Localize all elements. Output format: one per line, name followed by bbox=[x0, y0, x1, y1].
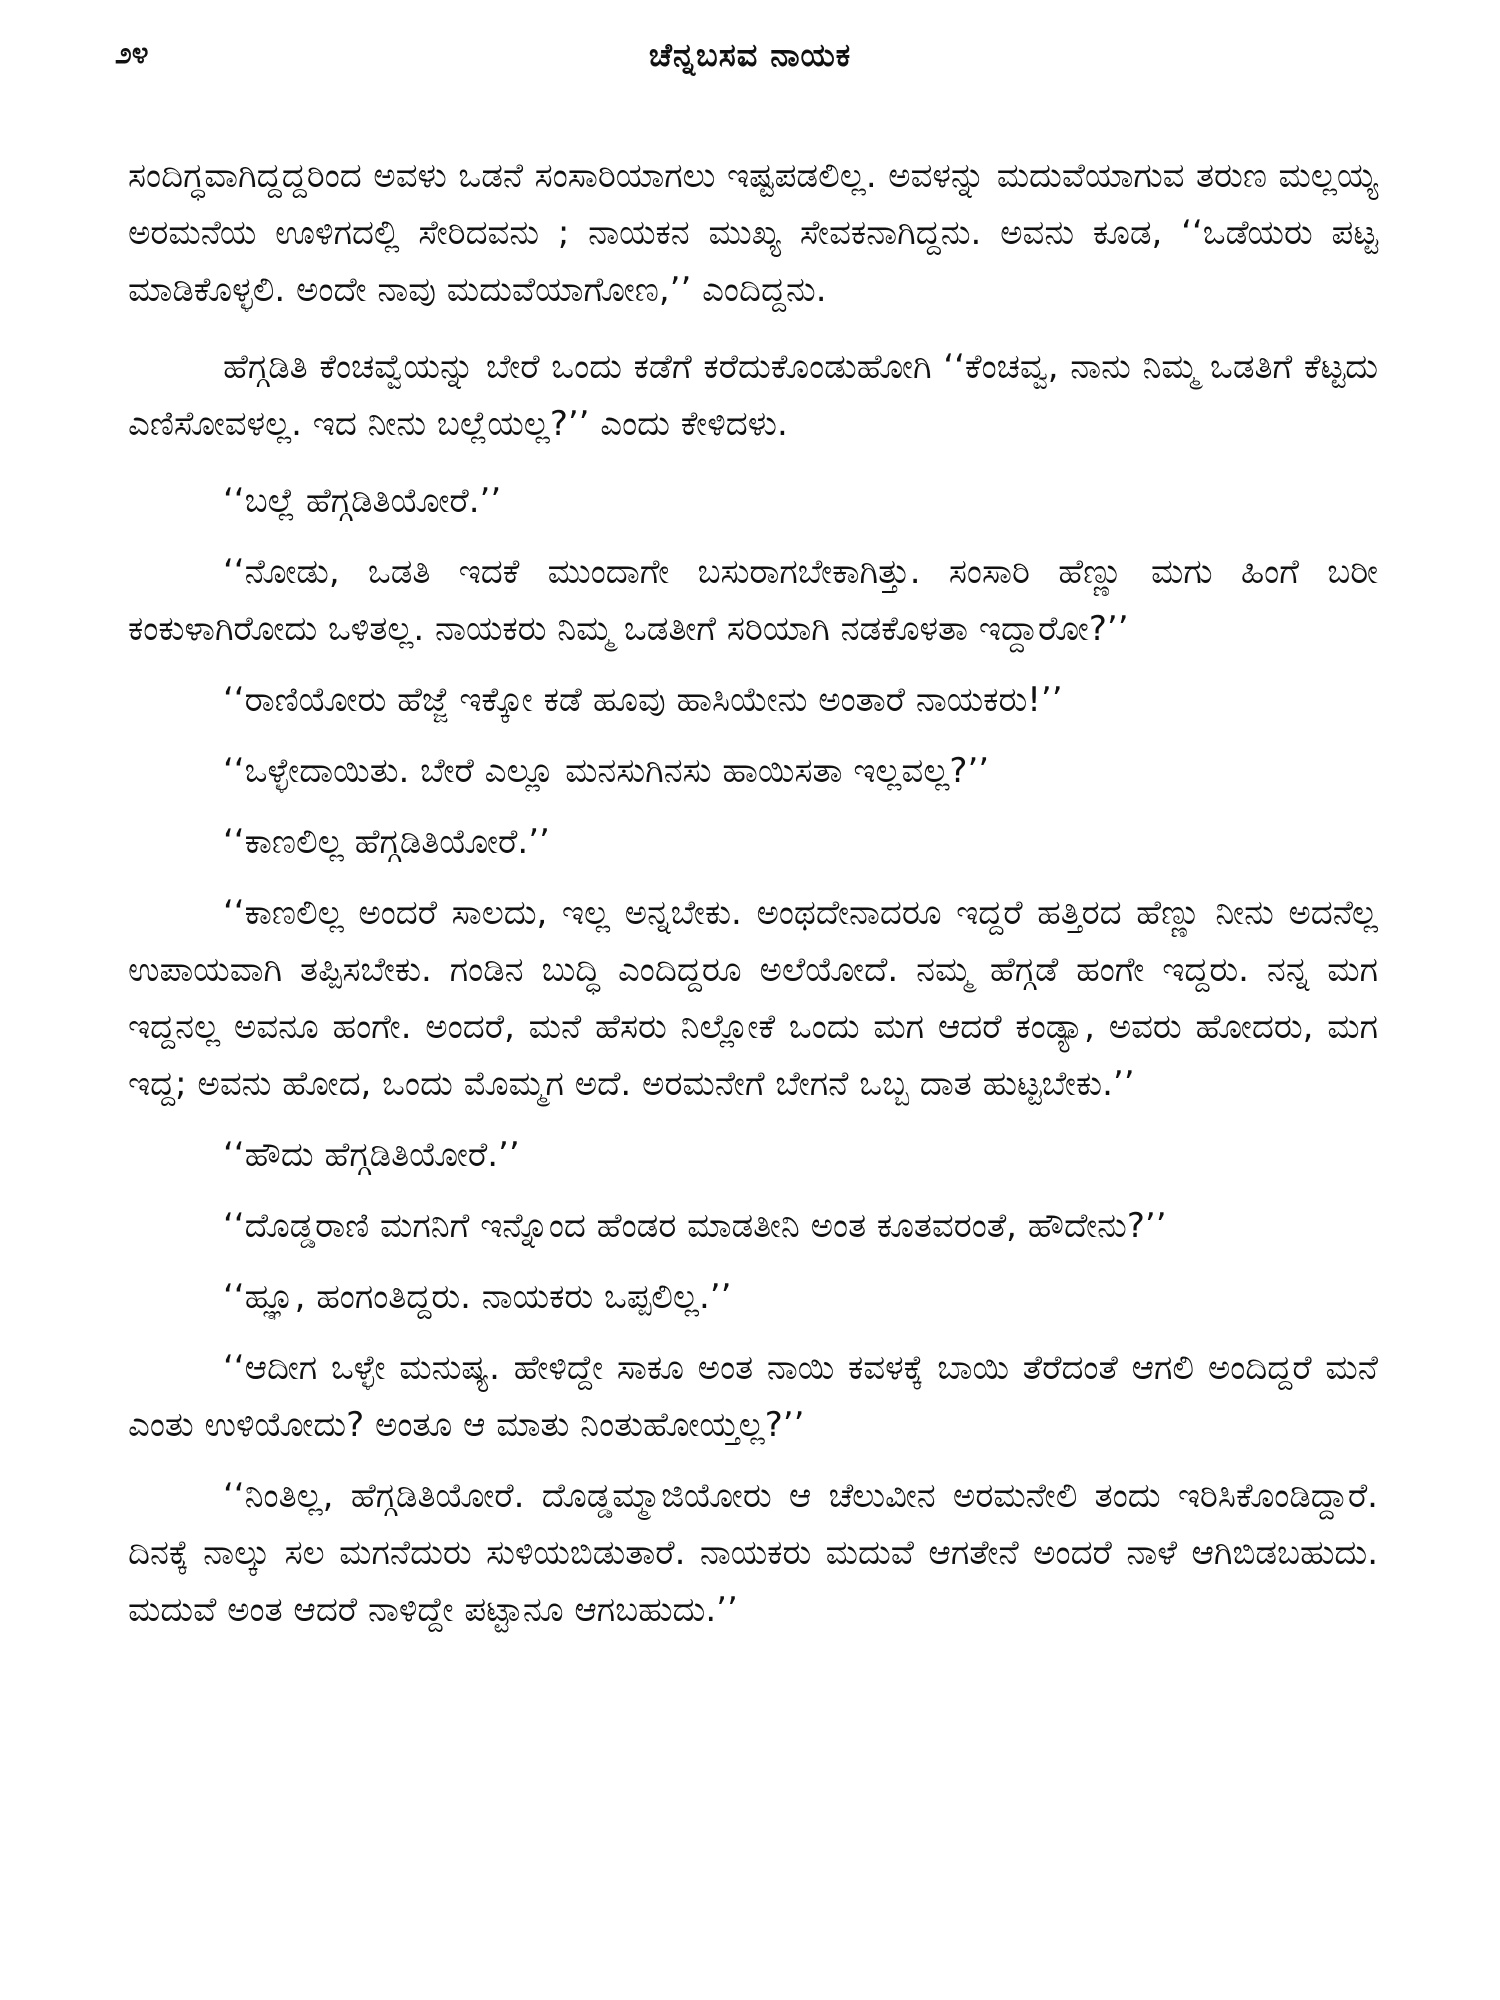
running-title: ಚೆನ್ನಬಸವ ನಾಯಕ bbox=[648, 36, 852, 74]
dialogue-line: ‘‘ಹ್ಞೂ, ಹಂಗಂತಿದ್ದರು. ನಾಯಕರು ಒಪ್ಪಲಿಲ್ಲ.’’ bbox=[223, 1277, 732, 1317]
dialogue-line: ‘‘ನಿಂತಿಲ್ಲ, ಹೆಗ್ಗಡಿತಿಯೋರೆ. ದೊಡ್ಡಮ್ಮಾಜಿಯೋರು ಆ ಚೆಲುವೀನ ಅರಮನೇಲಿ ತಂದು ಇರಿಸಿಕೊಂಡಿದ್ದಾರೆ. ದಿನಕ್ಕೆ ನಾಲ್ಕು ಸಲ ಮಗನೆದುರು ಸುಳಿಯಬಿಡುತಾರೆ. ನಾಯಕರು ಮದುವೆ ಆಗತೇನೆ ಅಂದರೆ ನಾಳೆ ಆಗಿಬಿಡಬಹುದು. ಮದುವೆ ಅಂತ ಆದರೆ ನಾಳಿದ್ದೇ ಪಟ್ಟಾನೂ ಆಗಬಹುದು.’’ bbox=[128, 1476, 1378, 1630]
paragraph: ಸಂದಿಗ್ಧವಾಗಿದ್ದದ್ದರಿಂದ ಅವಳು ಒಡನೆ ಸಂಸಾರಿಯಾಗಲು ಇಷ್ಟಪಡಲಿಲ್ಲ. ಅವಳನ್ನು ಮದುವೆಯಾಗುವ ತರುಣ ಮಲ್ಲಯ್ಯ ಅರಮನೆಯ ಊಳಿಗದಲ್ಲಿ ಸೇರಿದವನು ; ನಾಯಕನ ಮುಖ್ಯ ಸೇವಕನಾಗಿದ್ದನು. ಅವನು ಕೂಡ, ‘‘ಒಡೆಯರು ಪಟ್ಟ ಮಾಡಿಕೊಳ್ಳಲಿ. ಅಂದೇ ನಾವು ಮದುವೆಯಾಗೋಣ,’’ ಎಂದಿದ್ದನು. bbox=[128, 156, 1378, 310]
dialogue-line: ‘‘ಕಾಣಲಿಲ್ಲ ಅಂದರೆ ಸಾಲದು, ಇಲ್ಲ ಅನ್ನಬೇಕು. ಅಂಥದೇನಾದರೂ ಇದ್ದರೆ ಹತ್ತಿರದ ಹೆಣ್ಣು ನೀನು ಅದನೆಲ್ಲ ಉಪಾಯವಾಗಿ ತಪ್ಪಿಸಬೇಕು. ಗಂಡಿನ ಬುದ್ಧಿ ಎಂದಿದ್ದರೂ ಅಲೆಯೋದೆ. ನಮ್ಮ ಹೆಗ್ಗಡೆ ಹಂಗೇ ಇದ್ದರು. ನನ್ನ ಮಗ ಇದ್ದನಲ್ಲ ಅವನೂ ಹಂಗೇ. ಅಂದರೆ, ಮನೆ ಹೆಸರು ನಿಲ್ಲೋಕೆ ಒಂದು ಮಗ ಆದರೆ ಕಂಡ್ಯಾ, ಅವರು ಹೋದರು, ಮಗ ಇದ್ದ; ಅವನು ಹೋದ, ಒಂದು ಮೊಮ್ಮಗ ಅದೆ. ಅರಮನೇಗೆ ಬೇಗನೆ ಒಬ್ಬ ದಾತ ಹುಟ್ಟಬೇಕು.’’ bbox=[128, 893, 1378, 1104]
dialogue-line: ‘‘ರಾಣಿಯೋರು ಹೆಜ್ಜೆ ಇಕ್ಕೋ ಕಡೆ ಹೂವು ಹಾಸಿಯೇನು ಅಂತಾರೆ ನಾಯಕರು!’’ bbox=[223, 680, 1063, 720]
dialogue-line: ‘‘ಒಳ್ಳೇದಾಯಿತು. ಬೇರೆ ಎಲ್ಲೂ ಮನಸುಗಿನಸು ಹಾಯಿಸತಾ ಇಲ್ಲವಲ್ಲ?’’ bbox=[223, 751, 990, 791]
dialogue-line: ‘‘ಬಲ್ಲೆ ಹೆಗ್ಗಡಿತಿಯೋರೆ.’’ bbox=[223, 481, 502, 521]
dialogue-line: ‘‘ನೋಡು, ಒಡತಿ ಇದಕೆ ಮುಂದಾಗೇ ಬಸುರಾಗಬೇಕಾಗಿತ್ತು. ಸಂಸಾರಿ ಹೆಣ್ಣು ಮಗು ಹಿಂಗೆ ಬರೀ ಕಂಕುಳಾಗಿರೋದು ಒಳಿತಲ್ಲ. ನಾಯಕರು ನಿಮ್ಮ ಒಡತೀಗೆ ಸರಿಯಾಗಿ ನಡಕೊಳತಾ ಇದ್ದಾರೋ?’’ bbox=[128, 552, 1378, 649]
dialogue-line: ‘‘ಆದೀಗ ಒಳ್ಳೇ ಮನುಷ್ಯ. ಹೇಳಿದ್ದೇ ಸಾಕೂ ಅಂತ ನಾಯಿ ಕವಳಕ್ಕೆ ಬಾಯಿ ತೆರೆದಂತೆ ಆಗಲಿ ಅಂದಿದ್ದರೆ ಮನೆ ಎಂತು ಉಳಿಯೋದು? ಅಂತೂ ಆ ಮಾತು ನಿಂತುಹೋಯ್ತಲ್ಲ?’’ bbox=[128, 1348, 1378, 1445]
dialogue-line: ‘‘ಹೌದು ಹೆಗ್ಗಡಿತಿಯೋರೆ.’’ bbox=[223, 1135, 520, 1175]
dialogue-line: ‘‘ದೊಡ್ಡರಾಣಿ ಮಗನಿಗೆ ಇನ್ನೊಂದ ಹೆಂಡರ ಮಾಡತೀನಿ ಅಂತ ಕೂತವರಂತೆ, ಹೌದೇನು?’’ bbox=[223, 1206, 1167, 1246]
page-header bbox=[115, 30, 1385, 90]
dialogue-line: ‘‘ಕಾಣಲಿಲ್ಲ ಹೆಗ್ಗಡಿತಿಯೋರೆ.’’ bbox=[223, 822, 550, 862]
body-text bbox=[128, 148, 1378, 1653]
page-number: ೨೪ bbox=[115, 36, 149, 71]
paragraph: ಹೆಗ್ಗಡಿತಿ ಕೆಂಚವ್ವೆಯನ್ನು ಬೇರೆ ಒಂದು ಕಡೆಗೆ ಕರೆದುಕೊಂಡುಹೋಗಿ ‘‘ಕೆಂಚವ್ವ, ನಾನು ನಿಮ್ಮ ಒಡತಿಗೆ ಕೆಟ್ಟದು ಎಣಿಸೋವಳಲ್ಲ. ಇದ ನೀನು ಬಲ್ಲೆಯಲ್ಲ?’’ ಎಂದು ಕೇಳಿದಳು. bbox=[128, 347, 1378, 444]
